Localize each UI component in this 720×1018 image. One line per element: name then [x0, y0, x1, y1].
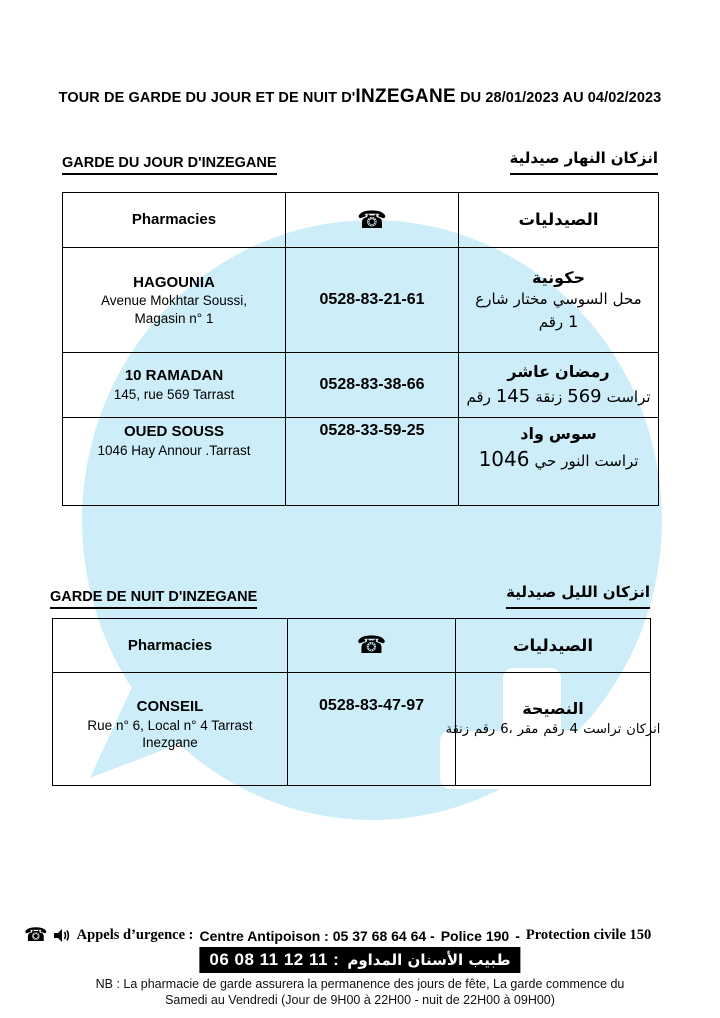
speaker-icon	[54, 928, 71, 943]
table-row	[63, 248, 659, 353]
pharmacy-address: Inezgane	[142, 735, 198, 751]
pharmacies-ar-label: الصيدليات	[518, 210, 599, 229]
pharmacy-address: Avenue Mokhtar Soussi,	[100, 293, 248, 309]
pharmacies-label: Pharmacies	[127, 636, 213, 654]
dentist-label-ar: طبيب الأسنان المداوم	[347, 951, 511, 969]
title-city: INZEGANE	[355, 86, 456, 107]
pharmacy-address-ar: رقم 145 زنقة 569 تراست	[466, 385, 651, 407]
pharmacy-address: Rue n° 6, Local n° 4 Tarrast	[87, 717, 253, 733]
header-cell-pharmacies	[63, 193, 286, 248]
day-heading-ar: صيدلية النهار انزكان	[510, 148, 658, 175]
pharmacy-name: OUED SOUSS	[123, 423, 225, 440]
header-cell-pharmacies-ar	[456, 619, 651, 673]
header-cell-phone	[286, 193, 459, 248]
page-title	[0, 86, 720, 108]
pharmacy-address-ar: شارع مختار السوسي محل	[475, 290, 642, 309]
pharmacy-address: 1046 Hay Annour .Tarrast	[97, 442, 251, 458]
pharmacy-address-ar: زنقة رقم 6، مقر رقم 4 تراست انزكان	[445, 721, 661, 738]
pharmacy-address-ar: رقم 1	[538, 312, 579, 332]
pharmacy-name: CONSEIL	[136, 698, 204, 715]
pharmacies-label: Pharmacies	[131, 211, 217, 228]
pharmacy-name: 10 RAMADAN	[124, 367, 224, 385]
title-dates: DU 28/01/2023 AU 04/02/2023	[455, 90, 662, 106]
emergency-line	[24, 926, 651, 945]
pharmacy-name-ar: واد سوس	[520, 424, 597, 443]
dentist-banner	[199, 947, 520, 973]
pharmacy-cell-ar	[445, 673, 661, 786]
day-table-header-row	[63, 193, 659, 248]
pharmacy-cell	[63, 248, 286, 353]
day-heading-fr: GARDE DU JOUR D'INZEGANE	[62, 155, 277, 175]
pharmacy-address: 145, rue 569 Tarrast	[113, 386, 235, 402]
table-row	[63, 418, 659, 506]
pharmacy-address-ar: 1046 حي النور تراست	[478, 447, 639, 472]
police-number: Police 190	[440, 927, 510, 944]
telephone-icon: ☎	[357, 205, 387, 234]
phone-number: 0528-83-38-66	[286, 353, 459, 418]
phone-number: 0528-83-47-97	[288, 673, 456, 786]
phone-number: 0528-33-59-25	[286, 418, 459, 506]
phone-icon: ☎	[24, 924, 48, 946]
nb-line1: NB : La pharmacie de garde assurera la permanence des jours de fête, La garde commence du	[95, 977, 625, 991]
pharmacy-cell	[63, 418, 286, 506]
night-guard-table	[52, 618, 661, 786]
header-cell-pharmacies	[53, 619, 288, 673]
nb-line2: Samedi au Vendredi (Jour de 9H00 à 22H00 - nuit de 22H00 à 09H00)	[165, 993, 555, 1008]
pharmacy-name-ar: عاشر رمضان	[507, 362, 610, 382]
pharmacy-cell	[63, 353, 286, 418]
protection-civile-number: Protection civile 150	[525, 927, 652, 943]
day-section-heading	[62, 148, 658, 175]
pharmacy-address: Magasin n° 1	[134, 310, 214, 326]
night-table-header-row	[53, 619, 651, 673]
dash: -	[515, 927, 520, 944]
pharmacy-name: HAGOUNIA	[133, 273, 215, 291]
pharmacy-cell	[53, 673, 288, 786]
night-heading-fr: GARDE DE NUIT D'INZEGANE	[50, 589, 257, 609]
pharmacies-ar-label: الصيدليات	[512, 635, 594, 655]
pharmacy-cell-ar	[459, 418, 659, 506]
antipoison-number: Centre Antipoison : 05 37 68 64 64 -	[199, 927, 435, 944]
header-cell-phone	[288, 619, 456, 673]
phone-number: 0528-83-21-61	[286, 248, 459, 353]
nb-note	[0, 976, 720, 1009]
dentist-phone-number: 06 08 11 12 11 :	[209, 950, 340, 969]
pharmacy-name-ar: حكونية	[531, 268, 586, 288]
pharmacy-name-ar: النصيحة	[522, 699, 584, 718]
pharmacy-cell-ar	[459, 248, 659, 353]
telephone-icon: ☎	[356, 631, 387, 659]
title-prefix: TOUR DE GARDE DU JOUR ET DE NUIT D'	[58, 90, 356, 106]
pharmacy-cell-ar	[459, 353, 659, 418]
header-cell-pharmacies-ar	[459, 193, 659, 248]
emergency-label: Appels d’urgence :	[76, 927, 194, 943]
night-heading-ar: صيدلية الليل انزكان	[506, 582, 650, 609]
day-guard-table	[62, 192, 659, 506]
night-section-heading	[50, 582, 650, 609]
table-row	[63, 353, 659, 418]
table-row	[53, 673, 651, 786]
